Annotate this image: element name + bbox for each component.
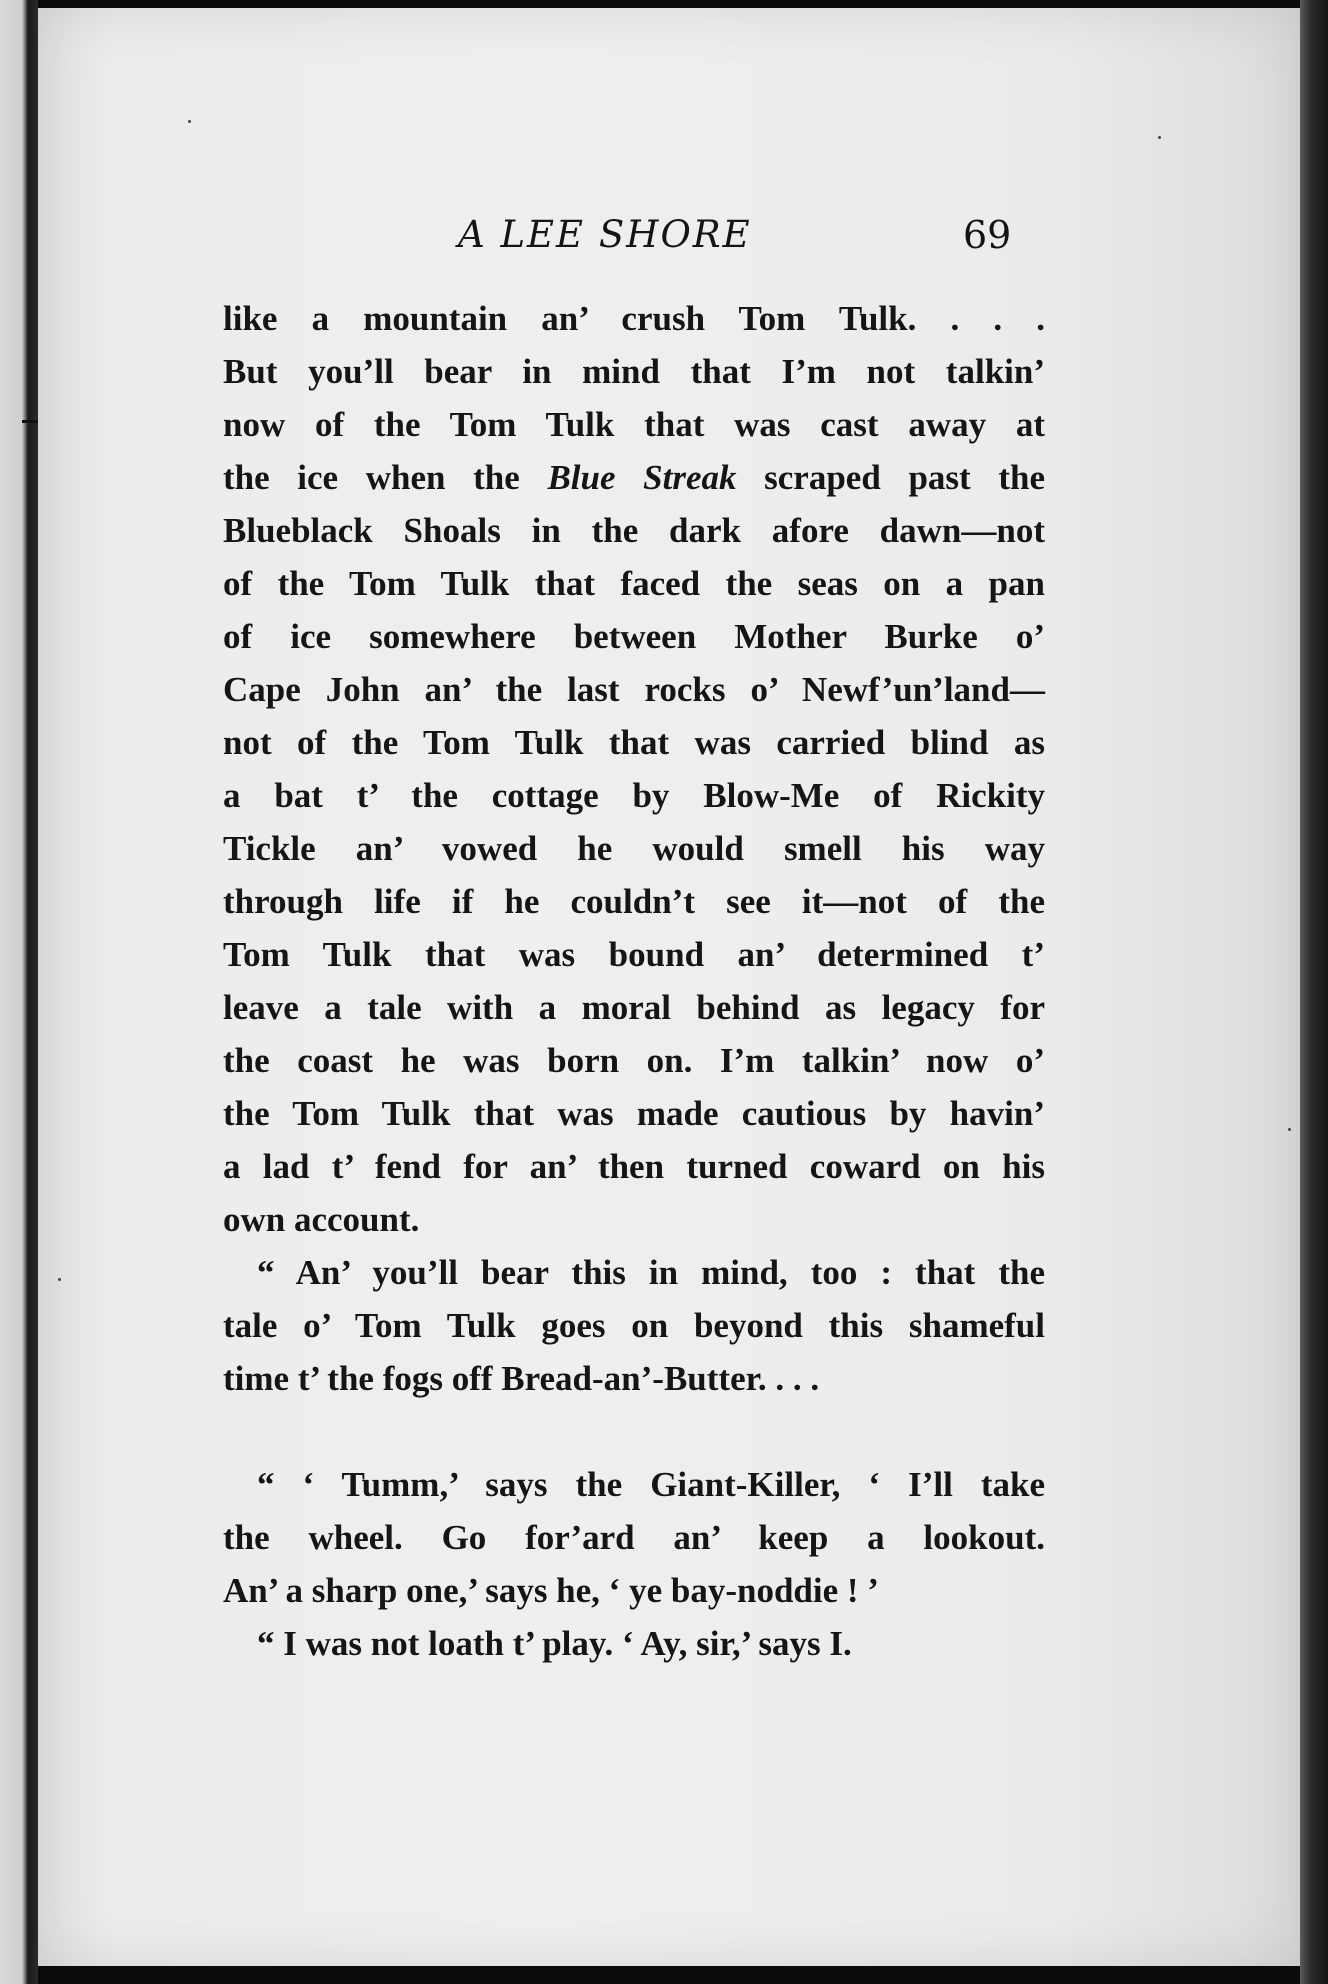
book-page	[38, 8, 1300, 1966]
text-line: But you’ll bear in mind that I’m not talkin’	[223, 352, 1045, 391]
page-number: 69	[963, 213, 1012, 257]
text-line: Tickle an’ vowed he would smell his way	[223, 829, 1045, 868]
paper-speck	[1158, 136, 1161, 139]
text-line: “ I was not loath t’ play. ‘ Ay, sir,’ says I.	[257, 1624, 852, 1663]
text-segment: scraped past the	[736, 458, 1045, 497]
text-line	[223, 451, 1045, 504]
text-line: of the Tom Tulk that faced the seas on a pan	[223, 564, 1045, 603]
paper-speck	[1288, 1128, 1291, 1131]
text-line: of ice somewhere between Mother Burke o’	[223, 617, 1045, 656]
ship-name: Blue Streak	[547, 458, 737, 497]
running-head	[38, 213, 1300, 273]
text-line: “ An’ you’ll bear this in mind, too : that the	[257, 1253, 1045, 1292]
running-title: A LEE SHORE	[458, 213, 752, 256]
text-line: own account.	[223, 1200, 420, 1239]
text-line: the coast he was born on. I’m talkin’ now o’	[223, 1041, 1045, 1080]
text-line: the Tom Tulk that was made cautious by havin’	[223, 1094, 1045, 1133]
text-line: through life if he couldn’t see it—not of the	[223, 882, 1045, 921]
book-binding-edge	[1300, 0, 1328, 1984]
text-line: An’ a sharp one,’ says he, ‘ ye bay-noddie ! ’	[223, 1571, 879, 1610]
text-line: Tom Tulk that was bound an’ determined t’	[223, 935, 1045, 974]
text-line: Cape John an’ the last rocks o’ Newf’un’land—	[223, 670, 1045, 709]
text-line: not of the Tom Tulk that was carried blind as	[223, 723, 1045, 762]
margin-mark	[22, 420, 38, 423]
paper-speck	[58, 1278, 61, 1281]
text-line: like a mountain an’ crush Tom Tulk. . . .	[223, 299, 1045, 338]
facing-page-edge	[0, 0, 38, 1984]
text-segment: the ice when the	[223, 458, 548, 497]
section-break	[223, 1405, 1045, 1458]
text-line: now of the Tom Tulk that was cast away at	[223, 405, 1045, 444]
text-line: a lad t’ fend for an’ then turned coward on his	[223, 1147, 1045, 1186]
text-line: the wheel. Go for’ard an’ keep a lookout.	[223, 1518, 1045, 1557]
text-line: tale o’ Tom Tulk goes on beyond this shameful	[223, 1306, 1045, 1345]
text-line: a bat t’ the cottage by Blow-Me of Rickity	[223, 776, 1045, 815]
text-line: leave a tale with a moral behind as legacy for	[223, 988, 1045, 1027]
text-line: “ ‘ Tumm,’ says the Giant-Killer, ‘ I’ll take	[257, 1465, 1045, 1504]
paper-speck	[188, 120, 191, 123]
text-line: Blueblack Shoals in the dark afore dawn—not	[223, 511, 1045, 550]
text-line: time t’ the fogs off Bread-an’-Butter. . . .	[223, 1359, 820, 1398]
body-text	[223, 292, 1045, 1670]
